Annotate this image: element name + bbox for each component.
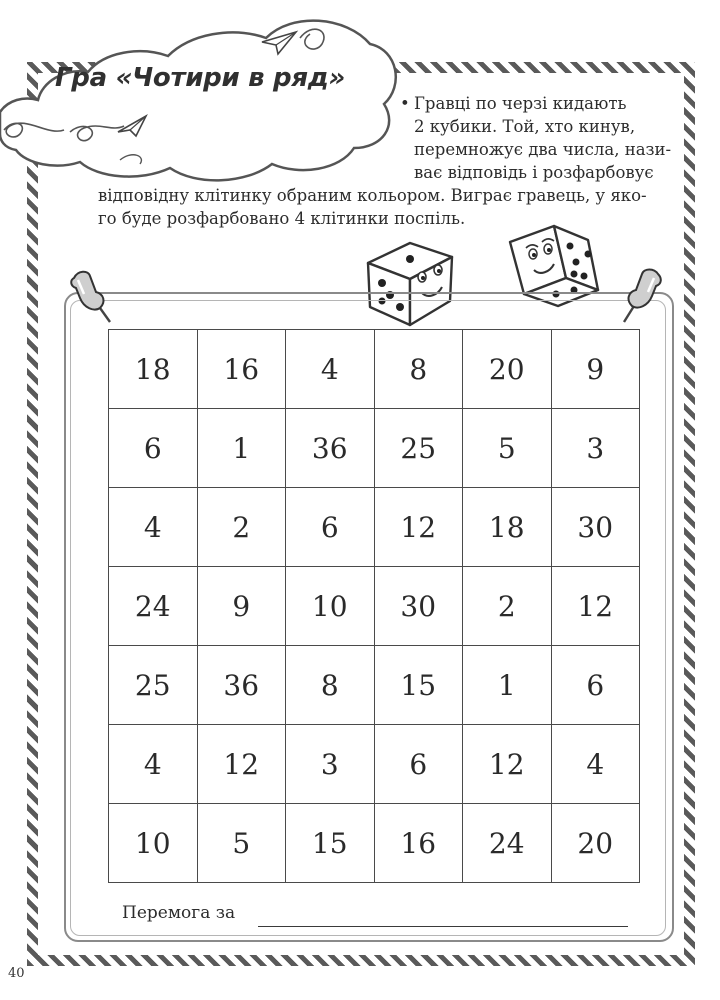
- grid-cell[interactable]: 12: [463, 725, 552, 804]
- grid-cell[interactable]: 12: [198, 725, 287, 804]
- winner-label: Перемога за: [122, 903, 236, 923]
- grid-cell[interactable]: 9: [198, 567, 287, 646]
- grid-cell[interactable]: 1: [463, 646, 552, 725]
- grid-cell[interactable]: 6: [109, 409, 198, 488]
- grid-cell[interactable]: 20: [463, 330, 552, 409]
- bullet: •: [400, 94, 410, 113]
- grid-cell[interactable]: 15: [286, 804, 375, 883]
- paper-plane-icon: [116, 112, 150, 140]
- page-number: 40: [8, 966, 25, 981]
- grid-cell[interactable]: 6: [552, 646, 641, 725]
- grid-cell[interactable]: 25: [375, 409, 464, 488]
- grid-cell[interactable]: 8: [286, 646, 375, 725]
- grid-cell[interactable]: 10: [109, 804, 198, 883]
- grid-cell[interactable]: 8: [375, 330, 464, 409]
- instruction-line: відповідну клітинку обраним кольором. Виграє гравець, у яко-: [98, 186, 647, 205]
- instruction-line: [400, 92, 700, 115]
- grid-cell[interactable]: 12: [552, 567, 641, 646]
- grid-cell[interactable]: 9: [552, 330, 641, 409]
- instruction-line: ває відповідь і розфарбовує: [414, 163, 654, 182]
- grid-cell[interactable]: 4: [286, 330, 375, 409]
- grid-cell[interactable]: 25: [109, 646, 198, 725]
- number-grid: [108, 329, 640, 883]
- grid-cell[interactable]: 16: [375, 804, 464, 883]
- push-pin-icon: [66, 268, 118, 326]
- grid-cell[interactable]: 36: [198, 646, 287, 725]
- grid-cell[interactable]: 3: [286, 725, 375, 804]
- winner-answer-line[interactable]: [258, 926, 628, 927]
- grid-cell[interactable]: 24: [109, 567, 198, 646]
- grid-cell[interactable]: 5: [198, 804, 287, 883]
- grid-cell[interactable]: 30: [375, 567, 464, 646]
- grid-cell[interactable]: 2: [463, 567, 552, 646]
- grid-cell[interactable]: 4: [109, 725, 198, 804]
- grid-cell[interactable]: 6: [375, 725, 464, 804]
- grid-cell[interactable]: 16: [198, 330, 287, 409]
- grid-cell[interactable]: 3: [552, 409, 641, 488]
- instruction-line: 2 кубики. Той, хто кинув,: [414, 117, 636, 136]
- grid-cell[interactable]: 4: [109, 488, 198, 567]
- grid-cell[interactable]: 1: [198, 409, 287, 488]
- instruction-line: го буде розфарбовано 4 клітинки поспіль.: [98, 209, 466, 228]
- instructions-narrow: [400, 92, 700, 184]
- game-title: Гра «Чотири в ряд»: [55, 63, 346, 93]
- grid-cell[interactable]: 2: [198, 488, 287, 567]
- grid-cell[interactable]: 10: [286, 567, 375, 646]
- instruction-text: Гравці по черзі кидають: [414, 94, 627, 113]
- grid-cell[interactable]: 6: [286, 488, 375, 567]
- grid-cell[interactable]: 4: [552, 725, 641, 804]
- grid-cell[interactable]: 12: [375, 488, 464, 567]
- title-cloud: [0, 0, 400, 190]
- grid-cell[interactable]: 15: [375, 646, 464, 725]
- grid-cell[interactable]: 24: [463, 804, 552, 883]
- paper-plane-icon: [260, 28, 300, 58]
- grid-cell[interactable]: 5: [463, 409, 552, 488]
- push-pin-icon: [614, 266, 668, 326]
- instruction-line: перемножує два числа, нази-: [414, 140, 672, 159]
- grid-cell[interactable]: 30: [552, 488, 641, 567]
- grid-cell[interactable]: 18: [463, 488, 552, 567]
- grid-cell[interactable]: 20: [552, 804, 641, 883]
- grid-cell[interactable]: 36: [286, 409, 375, 488]
- instructions-wide: [98, 184, 698, 230]
- grid-cell[interactable]: 18: [109, 330, 198, 409]
